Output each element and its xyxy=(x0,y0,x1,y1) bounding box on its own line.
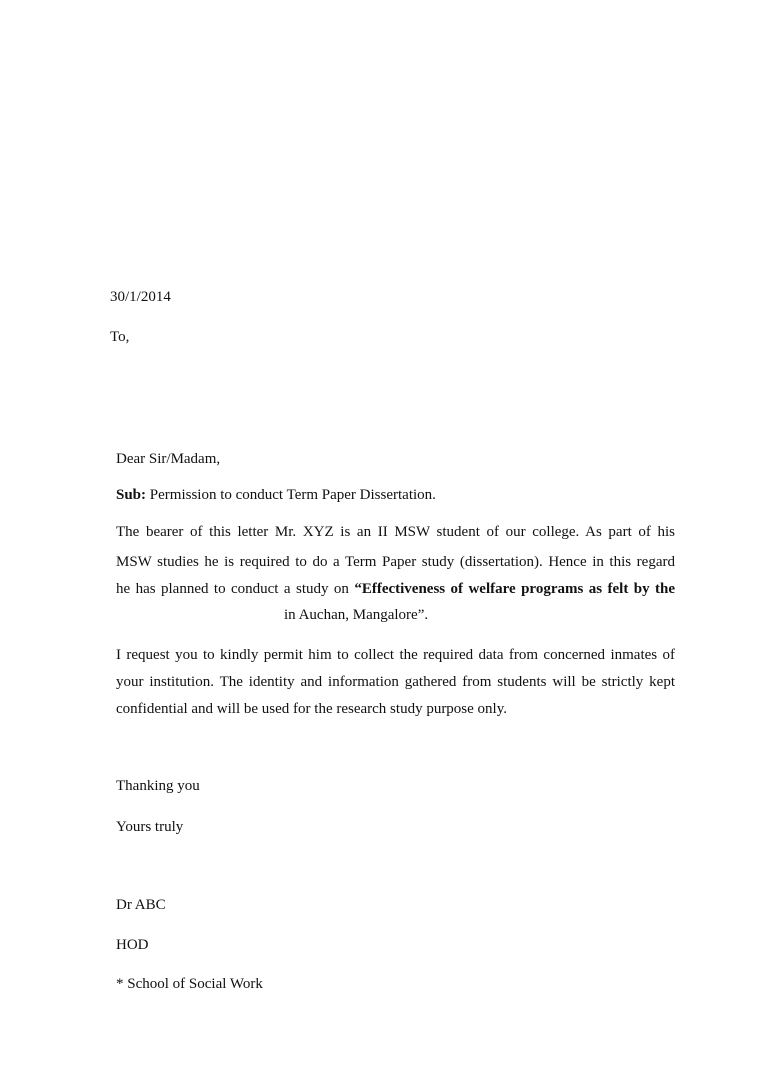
subject-text: Permission to conduct Term Paper Dissertation. xyxy=(146,487,436,503)
letter-date: 30/1/2014 xyxy=(110,289,171,305)
para1-line2: MSW studies he is required to do a Term Paper study (dissertation). Hence in this regard xyxy=(116,554,675,570)
closing-yours: Yours truly xyxy=(116,819,184,835)
signatory-title: HOD xyxy=(116,937,149,953)
para1-line3-start: he has planned to conduct a study on xyxy=(116,581,355,597)
subject-line xyxy=(116,486,436,504)
subject-label: Sub: xyxy=(116,487,147,503)
study-title: “Effectiveness of welfare programs as felt by the xyxy=(354,581,675,597)
recipient-to: To, xyxy=(110,329,130,345)
para1-line1: The bearer of this letter Mr. XYZ is an II MSW student of our college. As part of his xyxy=(116,524,675,540)
para2-line2: your institution. The identity and information gathered from students will be strictly kept xyxy=(116,674,675,690)
signatory-name: Dr ABC xyxy=(116,897,166,913)
para1-line3 xyxy=(116,580,675,598)
para2-line3: confidential and will be used for the research study purpose only. xyxy=(116,701,507,717)
signatory-department: * School of Social Work xyxy=(116,976,263,992)
salutation: Dear Sir/Madam, xyxy=(116,451,221,467)
closing-thanks: Thanking you xyxy=(116,778,200,794)
para2-line1: I request you to kindly permit him to collect the required data from concerned inmates of xyxy=(116,647,675,663)
para1-line4: in Auchan, Mangalore”. xyxy=(284,607,429,623)
